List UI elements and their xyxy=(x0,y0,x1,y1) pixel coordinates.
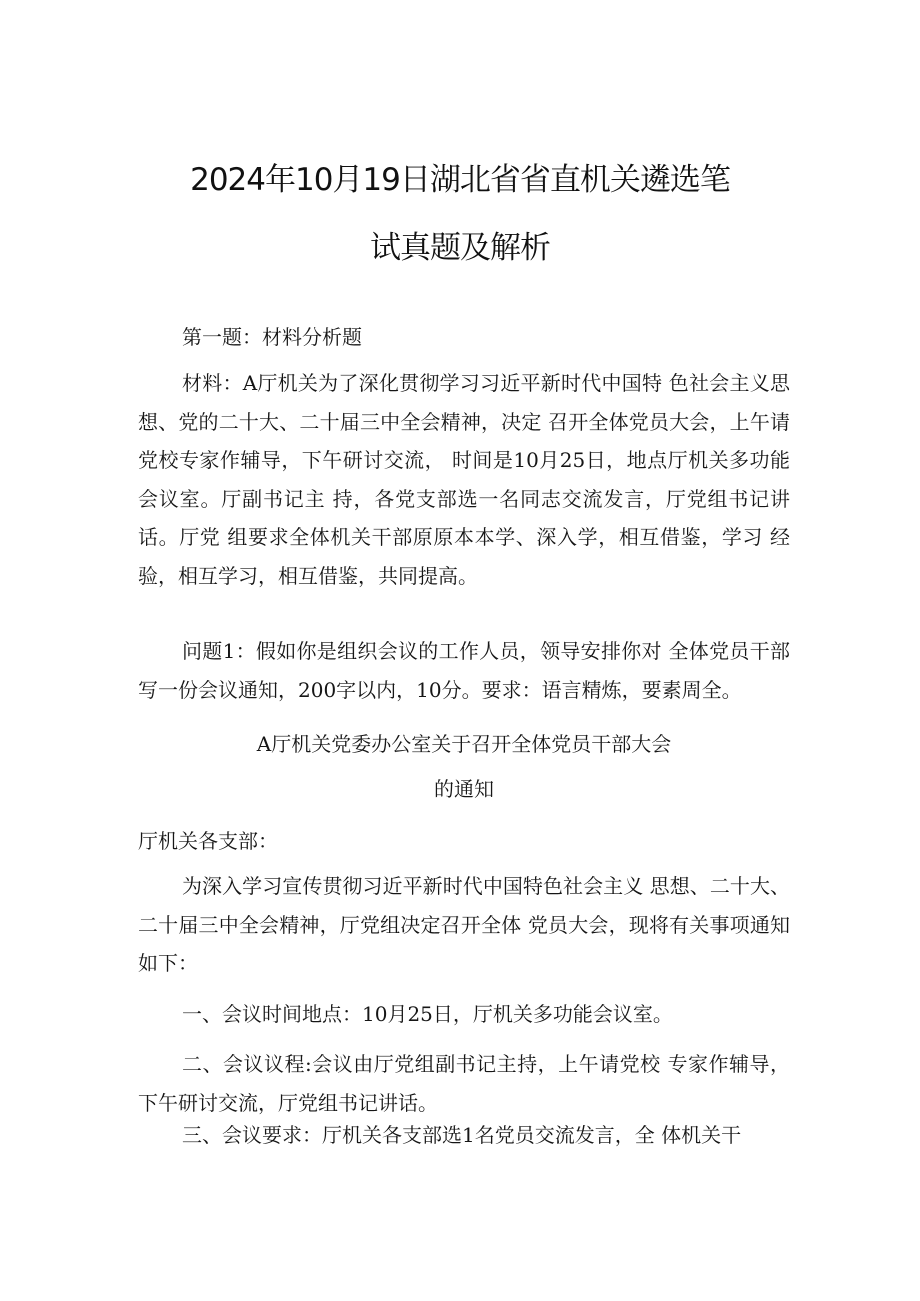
section-heading: 第一题：材料分析题 xyxy=(182,325,362,349)
document-title-line-2: 试真题及解析 xyxy=(370,230,550,266)
notice-item-2: 二、会议议程:会议由厅党组副书记主持，上午请党校 专家作辅导，下午研讨交流，厅党组书记讲话。 xyxy=(138,1052,790,1115)
notice-salutation: 厅机关各支部： xyxy=(138,829,278,853)
material-paragraph: 材料：A厅机关为了深化贯彻学习习近平新时代中国特 色社会主义思想、党的二十大、二十届三中全会精神，决定 召开全体党员大会，上午请党校专家作辅导，下午研讨交流， 时间是10月25日，地点厅机关多功能会议室。厅副书记主 持，各党支部选一名同志交流发言，厅党组书记讲话。厅党 组要求全体机关干部原原本本学、深入学，相互借鉴，学习 经验，相互学习，相互借鉴，共同提高。 xyxy=(138,371,790,588)
notice-title-line-1: A厅机关党委办公室关于召开全体党员干部大会 xyxy=(256,732,672,756)
question-1-paragraph: 问题1：假如你是组织会议的工作人员，领导安排你对 全体党员干部写一份会议通知，200字以内，10分。要求：语言精炼，要素周全。 xyxy=(138,639,790,702)
notice-title-line-2: 的通知 xyxy=(434,777,494,801)
document-title-line-1: 2024年10月19日湖北省省直机关遴选笔 xyxy=(190,162,730,198)
notice-item-1: 一、会议时间地点：10月25日，厅机关多功能会议室。 xyxy=(182,1002,673,1026)
notice-item-3: 三、会议要求：厅机关各支部选1名党员交流发言，全 体机关干 xyxy=(182,1123,742,1147)
notice-intro-paragraph: 为深入学习宣传贯彻习近平新时代中国特色社会主义 思想、二十大、二十届三中全会精神，厅党组决定召开全体 党员大会，现将有关事项通知如下： xyxy=(138,874,790,975)
